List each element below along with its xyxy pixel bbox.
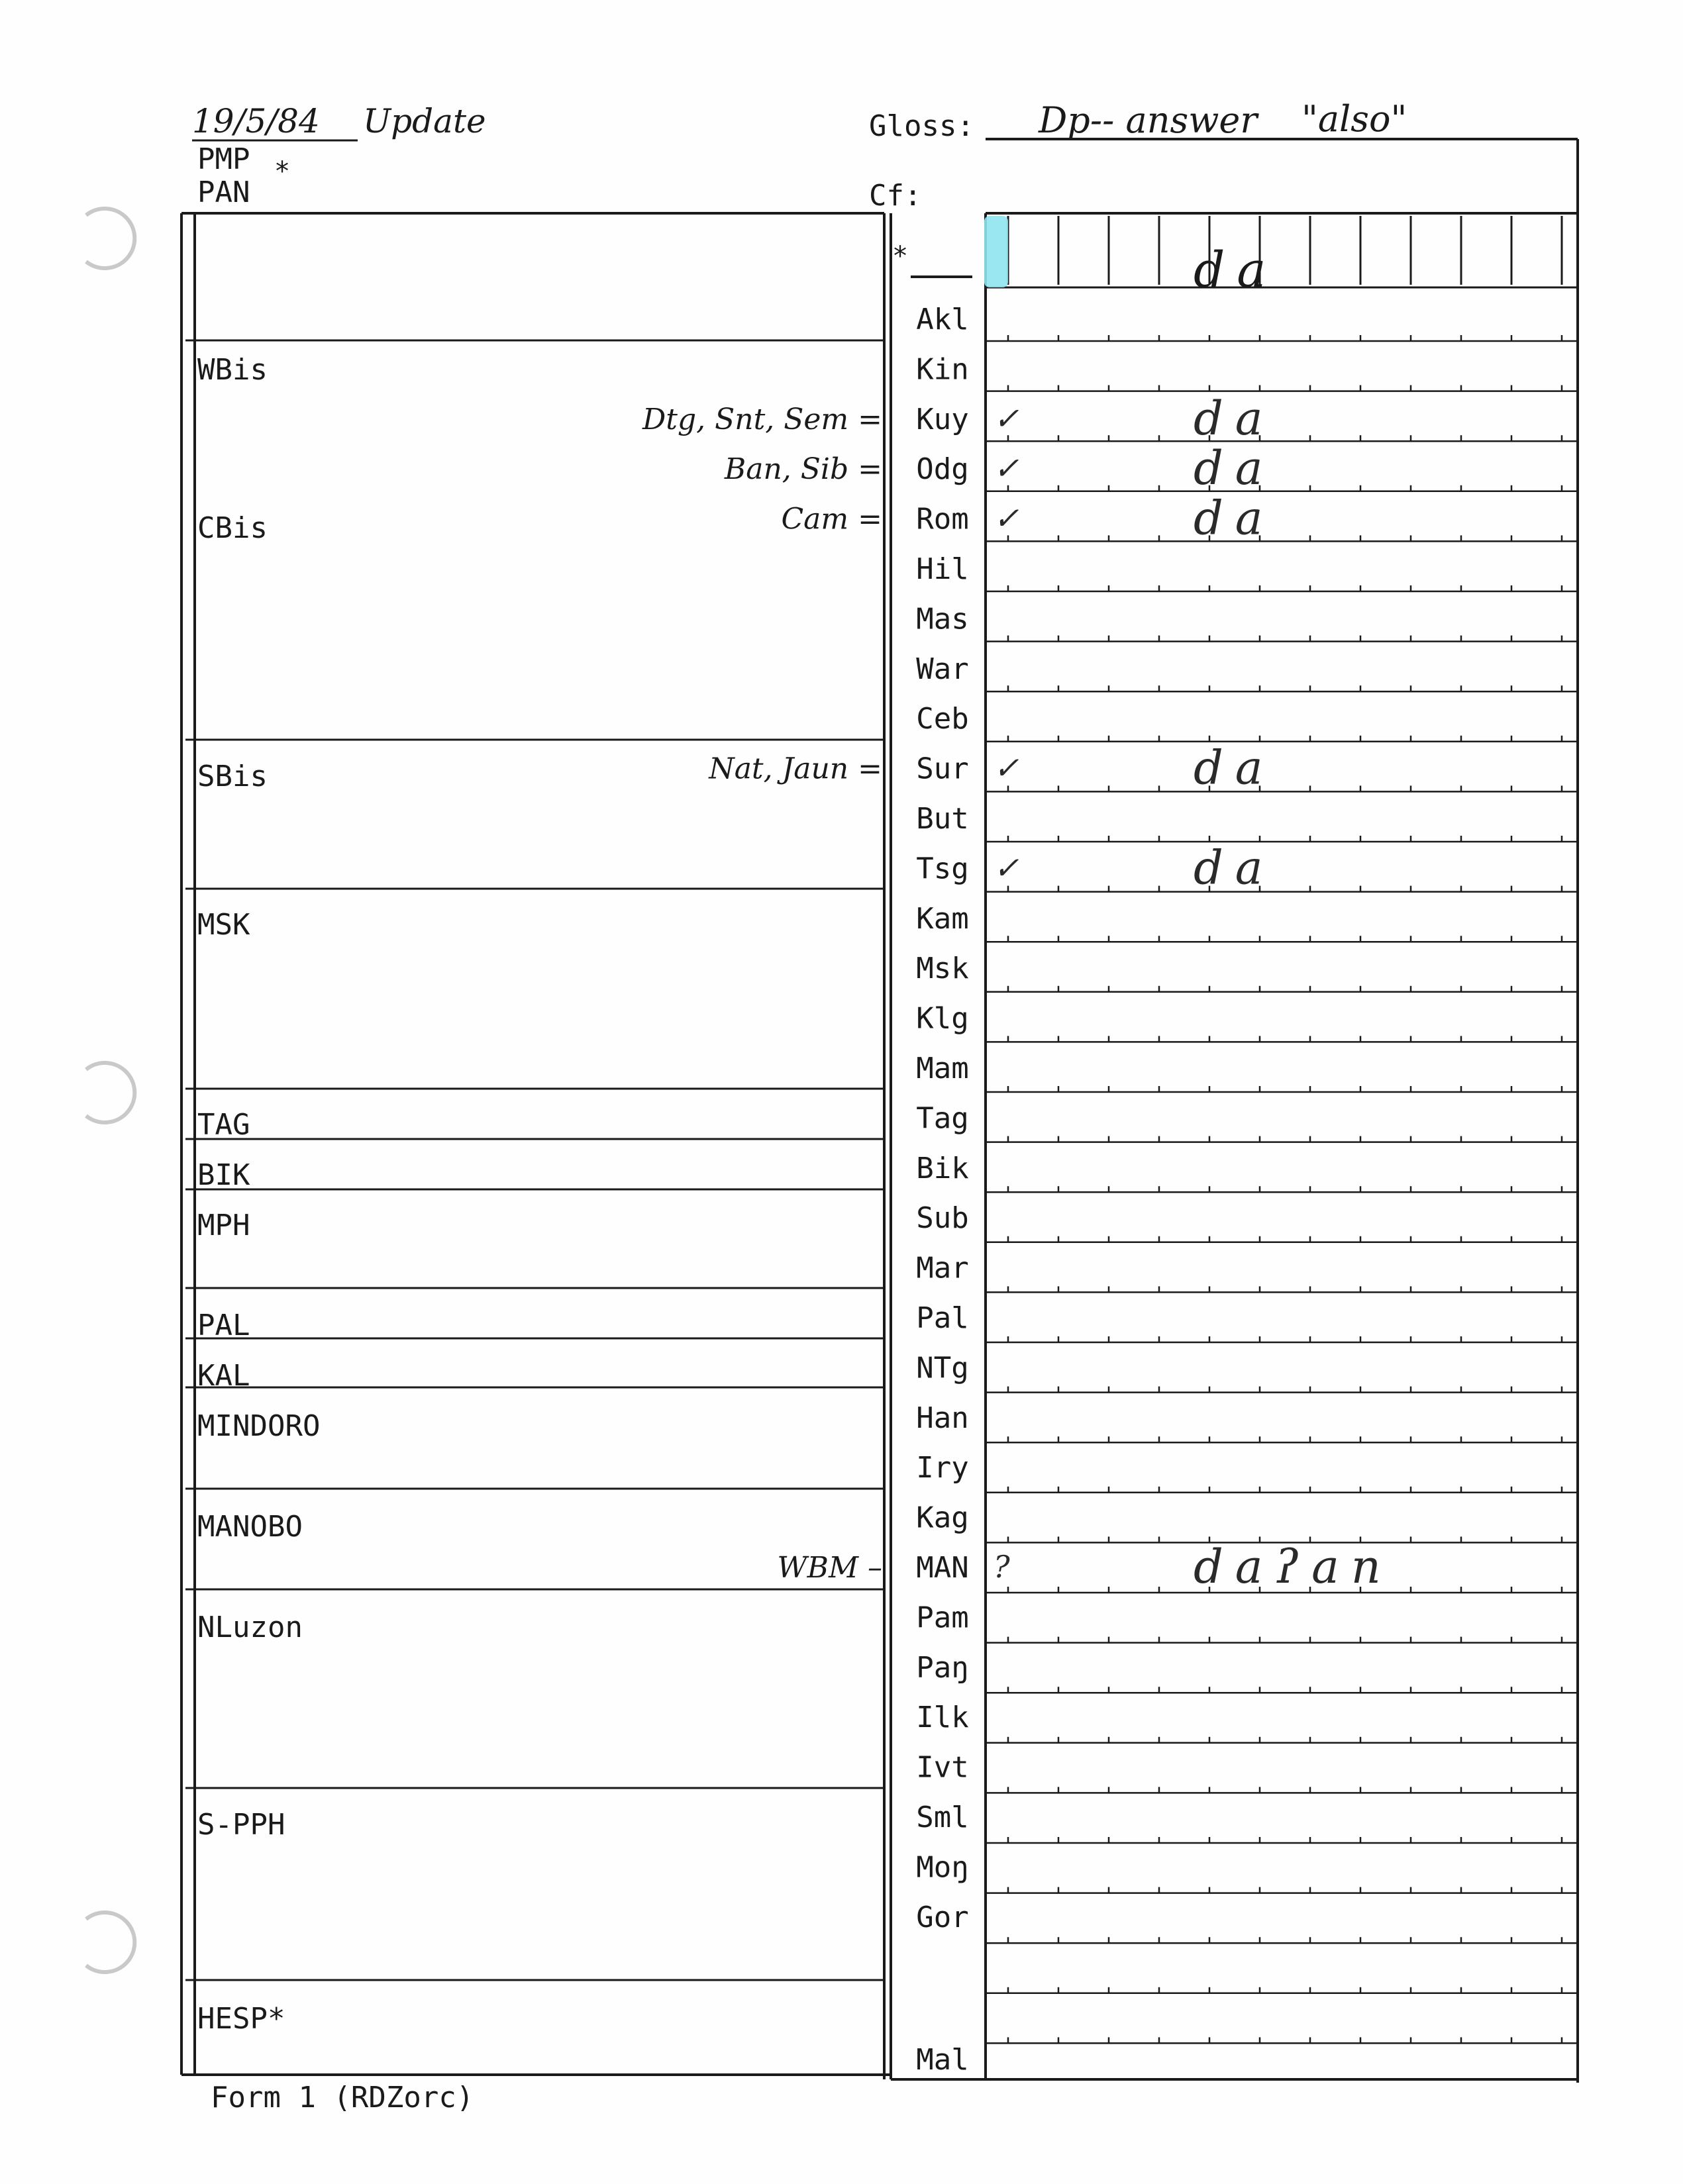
annotation-kuy: Dtg, Snt, Sem = xyxy=(642,402,882,436)
language-label: Kam xyxy=(916,901,969,936)
binder-hole-bottom xyxy=(86,1912,134,1972)
language-label: Ilk xyxy=(916,1701,969,1735)
annotation-odg: Ban, Sib = xyxy=(724,452,882,487)
group-label: CBis xyxy=(197,511,268,545)
language-label: Ivt xyxy=(916,1750,969,1785)
language-label: War xyxy=(916,652,969,686)
group-label: MANOBO xyxy=(197,1510,303,1544)
language-label: Klg xyxy=(916,1001,969,1036)
group-label: MINDORO xyxy=(197,1409,321,1443)
language-label: Kuy xyxy=(916,402,969,436)
language-label: Mal xyxy=(916,2043,969,2077)
language-label: Iry xyxy=(916,1451,969,1485)
gloss-quote: "also" xyxy=(1301,98,1407,140)
highlighter-mark xyxy=(984,216,1008,287)
entry-form-sur: da xyxy=(1194,740,1275,795)
update-label: Update xyxy=(363,102,486,140)
group-label: S-PPH xyxy=(197,1808,285,1842)
cross-reference-annotations xyxy=(642,403,882,1585)
language-label: Mas xyxy=(916,602,969,636)
group-label: NLuzon xyxy=(197,1611,303,1644)
entry-form-man: daʔan xyxy=(1194,1540,1393,1594)
binder-hole-top xyxy=(86,209,134,268)
entry-mark-man: ? xyxy=(994,1549,1010,1585)
language-label: Paŋ xyxy=(916,1650,969,1685)
group-label: MPH xyxy=(197,1209,250,1242)
proto-form: da xyxy=(1194,242,1278,299)
proto-star: * xyxy=(892,241,909,272)
language-label: Hil xyxy=(916,552,969,586)
language-labels xyxy=(916,303,968,2077)
entry-form-odg: da xyxy=(1194,441,1275,496)
language-label: Mar xyxy=(916,1251,969,1285)
entry-form-rom: da xyxy=(1194,491,1275,546)
pmp-label: PMP xyxy=(197,142,250,176)
group-label: PAL xyxy=(197,1309,250,1342)
entry-mark-odg: ✓ xyxy=(994,450,1019,487)
group-label: SBis xyxy=(197,760,268,793)
language-label: Han xyxy=(916,1401,969,1435)
entry-form-kuy: da xyxy=(1194,391,1275,446)
language-label: Odg xyxy=(916,452,969,487)
annotation-rom: Cam = xyxy=(781,502,882,536)
language-label: Akl xyxy=(916,303,969,336)
language-label: Rom xyxy=(916,502,969,536)
group-label: MSK xyxy=(197,908,250,942)
language-label: Gor xyxy=(916,1900,969,1934)
language-label: MAN xyxy=(916,1551,969,1585)
language-label: Tsg xyxy=(916,852,969,886)
entry-mark-kuy: ✓ xyxy=(994,400,1019,436)
annotation-sur: Nat, Jaun = xyxy=(709,752,882,786)
gloss-value: Dp-- answer xyxy=(1039,99,1258,141)
language-label: Tag xyxy=(916,1101,969,1136)
language-label: Mam xyxy=(916,1052,969,1085)
entry-form-tsg: da xyxy=(1194,840,1275,895)
entry-mark-tsg: ✓ xyxy=(994,850,1019,886)
binder-hole-middle xyxy=(86,1063,134,1122)
language-label: Sml xyxy=(916,1801,969,1834)
language-label: But xyxy=(916,802,969,836)
language-label: Msk xyxy=(916,952,969,986)
gloss-label: Gloss: xyxy=(869,109,974,143)
pan-label: PAN xyxy=(197,175,250,209)
form-footer: Form 1 (RDZorc) xyxy=(211,2081,474,2114)
entry-mark-sur: ✓ xyxy=(994,750,1019,786)
language-label: Sub xyxy=(916,1201,969,1236)
cf-label: Cf: xyxy=(869,179,922,213)
language-label: Sur xyxy=(916,752,969,786)
language-label: Kin xyxy=(916,352,969,387)
form-grid xyxy=(987,216,1578,2044)
group-label: KAL xyxy=(197,1359,250,1393)
language-label: Pam xyxy=(916,1601,969,1635)
group-label: WBis xyxy=(197,353,268,387)
group-label: TAG xyxy=(197,1108,250,1142)
language-label: NTg xyxy=(916,1351,969,1385)
language-label: Pal xyxy=(916,1301,969,1335)
group-label: BIK xyxy=(197,1158,250,1192)
language-label: Kag xyxy=(916,1501,969,1535)
group-label: HESP* xyxy=(197,2002,285,2036)
entry-mark-rom: ✓ xyxy=(994,500,1019,536)
date: 19/5/84 xyxy=(192,102,320,140)
header-star: * xyxy=(274,156,291,187)
group-dividers xyxy=(185,340,884,1980)
language-label: Bik xyxy=(916,1151,969,1185)
language-label: Moŋ xyxy=(916,1850,969,1885)
language-label: Ceb xyxy=(916,702,969,736)
group-labels xyxy=(197,353,320,2036)
annotation-man: WBM – xyxy=(777,1551,882,1585)
